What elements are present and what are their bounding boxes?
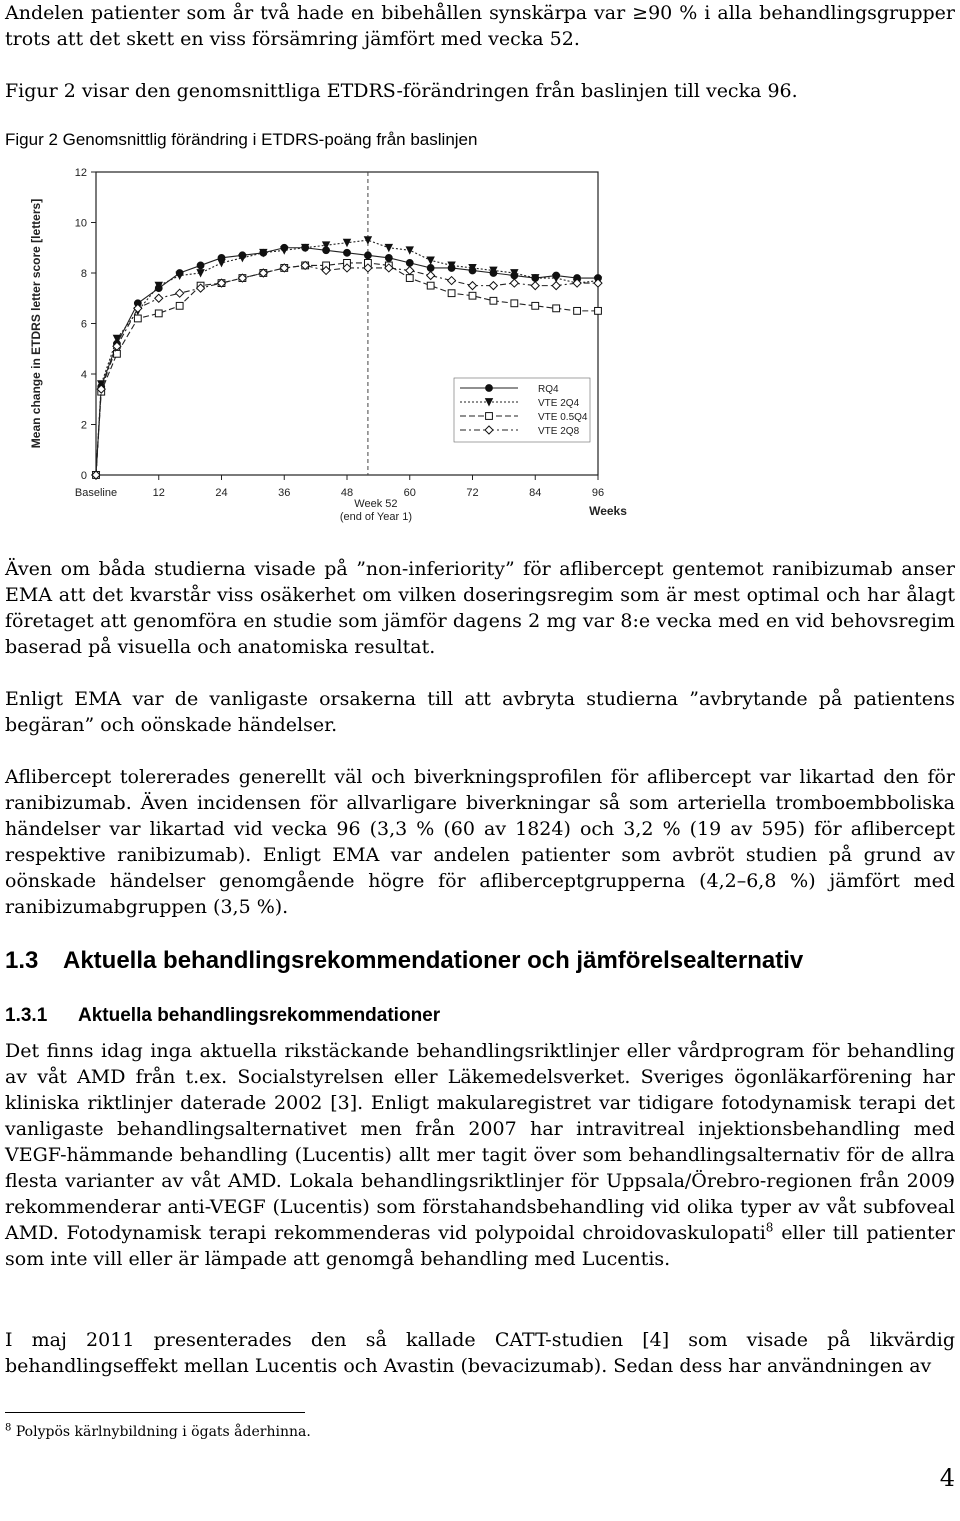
etdrs-chart-svg: [20, 160, 640, 540]
data-point-3: [552, 282, 560, 290]
footnote-ref: 8: [765, 1220, 774, 1235]
x-tick-label: 12: [152, 487, 165, 499]
data-point-3: [406, 266, 414, 274]
week52-sublabel: (end of Year 1): [339, 511, 413, 523]
figure-caption: Figur 2 Genomsnittlig förändring i ETDRS-poäng från baslinjen: [5, 130, 478, 149]
data-point-3: [155, 294, 163, 302]
discontinuation-paragraph: Enligt EMA var de vanligaste orsakerna till att avbryta studierna ”avbrytande på patientens begäran” och oönskade händelser.: [5, 688, 955, 736]
footnote-divider: [5, 1412, 305, 1413]
legend-label: VTE 2Q4: [538, 398, 580, 409]
figure-reference-paragraph: Figur 2 visar den genomsnittliga ETDRS-förändringen från baslinjen till vecka 96.: [5, 80, 798, 102]
x-tick-label: 60: [403, 487, 416, 499]
data-point-0: [406, 260, 413, 267]
data-point-0: [385, 254, 392, 261]
data-point-2: [176, 302, 183, 309]
data-point-0: [427, 265, 434, 272]
subsection-title: Aktuella behandlingsrekommendationer: [78, 1005, 441, 1026]
y-tick-label: 6: [80, 318, 87, 331]
data-point-1: [218, 260, 225, 267]
y-tick-label: 2: [80, 419, 87, 432]
data-point-0: [365, 252, 372, 259]
data-point-2: [134, 315, 141, 322]
x-tick-label: 72: [466, 487, 479, 499]
data-point-3: [510, 279, 518, 287]
data-point-2: [155, 310, 162, 317]
legend-marker: [486, 413, 493, 420]
legend-marker: [486, 385, 493, 392]
y-axis-label: Mean change in ETDRS letter score [letters]: [29, 198, 43, 449]
data-point-3: [489, 282, 497, 290]
section-title: Aktuella behandlingsrekommendationer och jämförelsealternativ: [63, 947, 804, 974]
footnote: [5, 1424, 311, 1440]
footnote-text: Polypös kärlnybildning i ögats åderhinna.: [11, 1424, 311, 1440]
data-point-2: [511, 300, 518, 307]
etdrs-chart: [20, 160, 640, 540]
y-tick-label: 8: [80, 268, 87, 280]
intro-paragraph: Andelen patienter som år två hade en bibehållen synskärpa var ≥90 % i alla behandlingsgrupper trots att det skett en viss försämring jämfört med vecka 52.: [5, 2, 955, 50]
page-number: 4: [939, 1464, 955, 1492]
legend-label: VTE 2Q8: [538, 426, 580, 437]
data-point-2: [490, 297, 497, 304]
data-point-0: [197, 262, 204, 269]
legend-label: VTE 0.5Q4: [538, 412, 588, 423]
data-point-1: [427, 257, 434, 264]
data-point-2: [532, 302, 539, 309]
x-tick-label: 24: [215, 487, 228, 499]
section-heading: [5, 947, 803, 975]
data-point-2: [448, 290, 455, 297]
data-point-3: [427, 272, 435, 280]
y-tick-label: 10: [74, 217, 87, 230]
data-point-2: [595, 307, 602, 314]
data-point-3: [531, 282, 539, 290]
subsection-heading: [5, 1005, 440, 1027]
data-point-2: [553, 305, 560, 312]
data-point-1: [406, 247, 413, 254]
section-number: 1.3: [5, 947, 39, 974]
data-point-3: [448, 277, 456, 285]
non-inferiority-paragraph: Även om båda studierna visade på ”non-inferiority” för aflibercept gentemot ranibizumab anser EMA att det kvarstår viss osäkerhet om vilken doseringsregim som är mest optimal och har ålagt företaget att genomföra en studie som jämför dagens 2 mg var 8:e vecka med en vid behovsregim baserad på visuella och anatomiska resultat.: [5, 558, 955, 658]
series-line-3: [96, 265, 598, 475]
y-tick-label: 0: [80, 470, 87, 482]
data-point-1: [344, 239, 351, 246]
visual-acuity-threshold: ≥90 %: [632, 2, 698, 24]
x-tick-label: 48: [340, 487, 354, 499]
data-point-3: [176, 289, 184, 297]
y-tick-label: 12: [74, 167, 87, 179]
x-tick-label: 36: [278, 487, 291, 499]
data-point-2: [427, 282, 434, 289]
tolerability-paragraph: Aflibercept tolererades generellt väl och biverkningsprofilen för aflibercept var likartad den för ranibizumab. Även incidensen för allvarligare biverkningar så som arteriella tromboembboliska händelser var likartad vid vecka 96 (3,3 % (60 av 1824) och 3,2 % (19 av 595) för aflibercept respektive ranibizumab). Enligt EMA var andelen patienter som avbröt studien på grund av oönskade händelser genomgående högre för afliberceptgrupperna (4,2–6,8 %) jämfört med ranibizumabgruppen (3,5 %).: [5, 766, 955, 918]
legend-label: RQ4: [538, 384, 559, 395]
guidelines-paragraph: Det finns idag inga aktuella rikstäckande behandlingsriktlinjer eller vårdprogram för behandling av våt AMD från t.ex. Socialstyrelsen eller Läkemedelsverket. Sveriges ögonläkarförening har kliniska riktlinjer daterade 2002 [3]. Enligt makularegistret var tidigare fotodynamisk terapi det vanligaste behandlingsalternativet men från 2007 har intravitreal injektionsbehandling med VEGF-hämmande behandling (Lucentis) allt mer tagit över som behandlingsalternativ för de allra flesta varianter av våt AMD. Lokala behandlingsriktlinjer för Uppsala/Örebro-regionen från 2009 rekommenderar anti-VEGF (Lucentis) som förstahandsbehandling vid olika typer av våt subfoveal AMD. Fotodynamisk terapi rekommenderas vid polypoidal chroidovaskulopati$^8$ eller till patienter som inte vill eller är lämpade att genomgå behandling med Lucentis.: [5, 1040, 955, 1270]
week52-label: Week 52: [354, 498, 398, 510]
data-point-2: [469, 292, 476, 299]
data-point-3: [469, 282, 477, 290]
data-point-2: [574, 307, 581, 314]
x-tick-label: 96: [591, 487, 605, 499]
x-tick-label: 84: [529, 487, 542, 499]
subsection-number: 1.3.1: [5, 1005, 48, 1026]
footnote-number: 8: [5, 1422, 12, 1434]
x-tick-label: Baseline: [74, 487, 118, 499]
catt-paragraph: I maj 2011 presenterades den så kallade CATT-studien [4] som visade på likvärdig behandlingseffekt mellan Lucentis och Avastin (bevacizumab). Sedan dess har användningen av: [5, 1329, 955, 1377]
x-axis-label: Weeks: [589, 504, 627, 518]
data-point-0: [344, 249, 351, 256]
data-point-1: [385, 244, 392, 251]
y-tick-label: 4: [80, 369, 87, 381]
data-point-2: [406, 275, 413, 282]
